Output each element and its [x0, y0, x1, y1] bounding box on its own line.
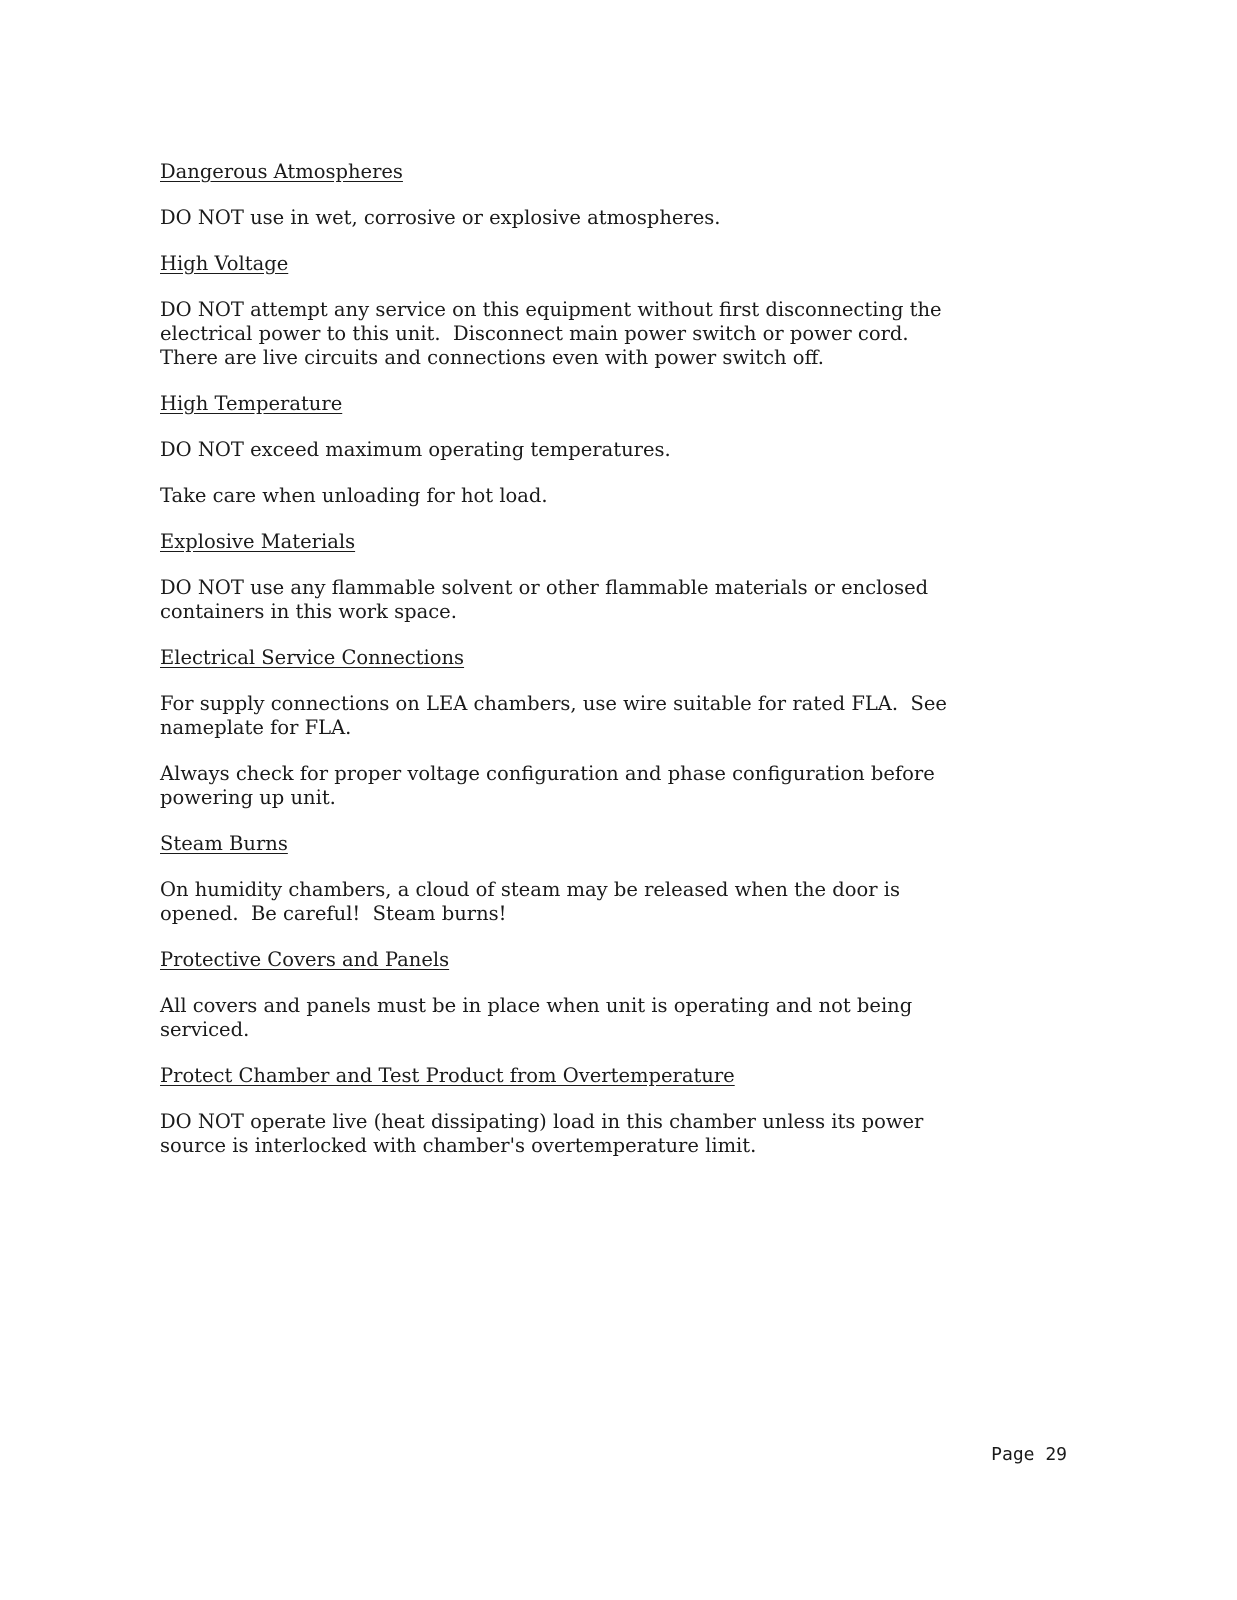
section-paragraph: On humidity chambers, a cloud of steam may be released when the door is opened. Be careful! Steam burns!	[160, 878, 900, 925]
section-paragraph: Take care when unloading for hot load.	[160, 484, 548, 507]
section-heading: Protective Covers and Panels	[160, 948, 450, 971]
section-heading: Explosive Materials	[160, 530, 356, 553]
page-number: Page 29	[991, 1444, 1067, 1465]
section-explosive-materials	[160, 530, 1120, 624]
section-heading: Steam Burns	[160, 832, 288, 855]
section-heading: High Temperature	[160, 392, 343, 415]
page-content	[160, 160, 1120, 1180]
section-high-temperature	[160, 392, 1120, 508]
section-paragraph: DO NOT use in wet, corrosive or explosive atmospheres.	[160, 206, 721, 229]
section-electrical-service-connections	[160, 646, 1120, 810]
section-paragraph: DO NOT exceed maximum operating temperatures.	[160, 438, 671, 461]
section-heading: Electrical Service Connections	[160, 646, 465, 669]
section-paragraph: DO NOT attempt any service on this equipment without first disconnecting the electrical power to this unit. Disconnect main power switch or power cord. There are live circuits and connections even with power switch off.	[160, 298, 942, 369]
section-protective-covers	[160, 948, 1120, 1042]
section-paragraph: For supply connections on LEA chambers, use wire suitable for rated FLA. See nameplate for FLA.	[160, 692, 947, 739]
section-protect-chamber	[160, 1064, 1120, 1158]
section-paragraph: Always check for proper voltage configuration and phase configuration before powering up unit.	[160, 762, 935, 809]
section-paragraph: DO NOT use any flammable solvent or other flammable materials or enclosed containers in this work space.	[160, 576, 929, 623]
section-dangerous-atmospheres	[160, 160, 1120, 230]
section-high-voltage	[160, 252, 1120, 370]
section-steam-burns	[160, 832, 1120, 926]
section-heading: Protect Chamber and Test Product from Overtemperature	[160, 1064, 735, 1087]
section-paragraph: DO NOT operate live (heat dissipating) load in this chamber unless its power source is interlocked with chamber's overtemperature limit.	[160, 1110, 924, 1157]
section-paragraph: All covers and panels must be in place when unit is operating and not being serviced.	[160, 994, 913, 1041]
section-heading: Dangerous Atmospheres	[160, 160, 403, 183]
section-heading: High Voltage	[160, 252, 289, 275]
